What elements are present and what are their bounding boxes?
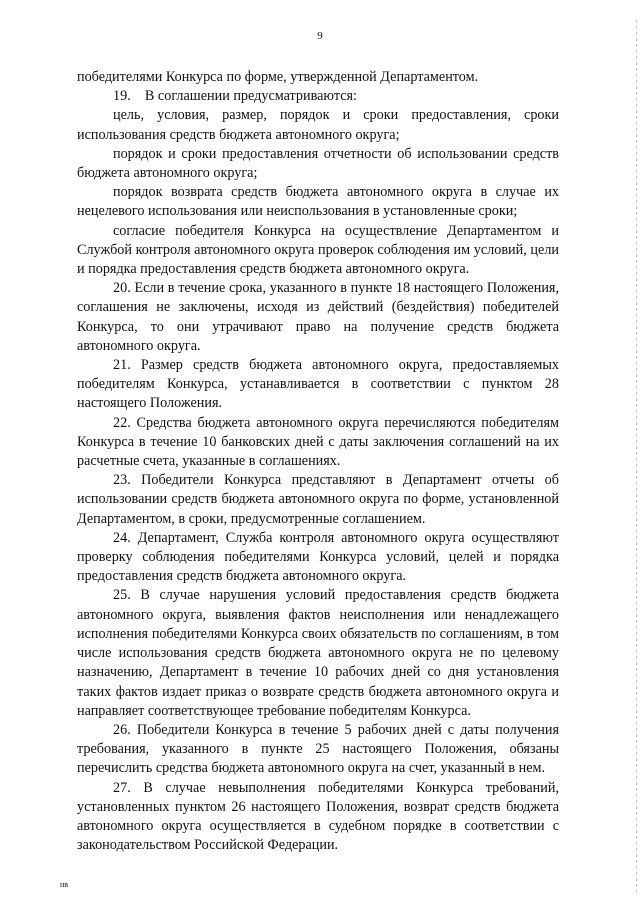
document-body — [77, 68, 559, 855]
paragraph-continuation: победителями Конкурса по форме, утвержденной Департаментом. — [77, 69, 479, 85]
scan-edge-line — [636, 20, 637, 895]
paragraph-19: 19. В соглашении предусматриваются: — [113, 88, 357, 105]
paragraph-20: 20. Если в течение срока, указанного в пункте 18 настоящего Положения, соглашения не заключены, исходя из действий (бездействия) победителей Конкурса, то они утрачивают право на получение средств бюджета автономного округа. — [77, 280, 559, 354]
paragraph-23: 23. Победители Конкурса представляют в Департамент отчеты об использовании средств бюджета автономного округа по форме, установленной Департаментом, в сроки, предусмотренные соглашением. — [77, 472, 559, 527]
paragraph-27: 27. В случае невыполнения победителями Конкурса требований, установленных пунктом 26 настоящего Положения, возврат средств бюджета автономного округа осуществляется в судебном порядке в соответствии с законодательством Российской Федерации. — [77, 779, 559, 854]
paragraph-26: 26. Победители Конкурса в течение 5 рабочих дней с даты получения требования, указанного в пункте 25 настоящего Положения, обязаны перечислить средства бюджета автономного округа на счет, указанный в нем. — [77, 721, 559, 777]
paragraph-25: 25. В случае нарушения условий предоставления средств бюджета автономного округа, выявления фактов неисполнения или ненадлежащего исполнения победителями Конкурса своих обязательств по соглашениям, в том числе использования средств бюджета автономного округа не по целевому назначению, Департамент в течение 10 рабочих дней со дня установления таких фактов издает приказ о возврате средств бюджета автономного округа и направляет соответствующее требование победителям Конкурса. — [77, 587, 559, 719]
paragraph-19-item-3: порядок возврата средств бюджета автономного округа в случае их нецелевого использования или неиспользования в установленные сроки; — [77, 184, 559, 220]
footer-initials: нв — [60, 880, 69, 889]
paragraph-24: 24. Департамент, Служба контроля автономного округа осуществляют проверку соблюдения победителями Конкурса условий, целей и порядка предоставления средств бюджета автономного округа. — [77, 529, 559, 585]
page-number: 9 — [317, 30, 323, 42]
paragraph-21: 21. Размер средств бюджета автономного округа, предоставляемых победителям Конкурса, устанавливается в соответствии с пунктом 28 настоящего Положения. — [77, 357, 559, 412]
paragraph-19-item-4: согласие победителя Конкурса на осуществление Департаментом и Службой контроля автономного округа проверок соблюдения им условий, цели и порядка предоставления средств бюджета автономного округа. — [77, 222, 559, 278]
paragraph-19-item-1: цель, условия, размер, порядок и сроки предоставления, сроки использования средств бюджета автономного округа; — [77, 107, 559, 143]
paragraph-22: 22. Средства бюджета автономного округа перечисляются победителям Конкурса в течение 10 банковских дней с даты заключения соглашений на их расчетные счета, указанные в соглашениях. — [77, 414, 559, 470]
paragraph-19-item-2: порядок и сроки предоставления отчетности об использовании средств бюджета автономного округа; — [77, 145, 559, 182]
